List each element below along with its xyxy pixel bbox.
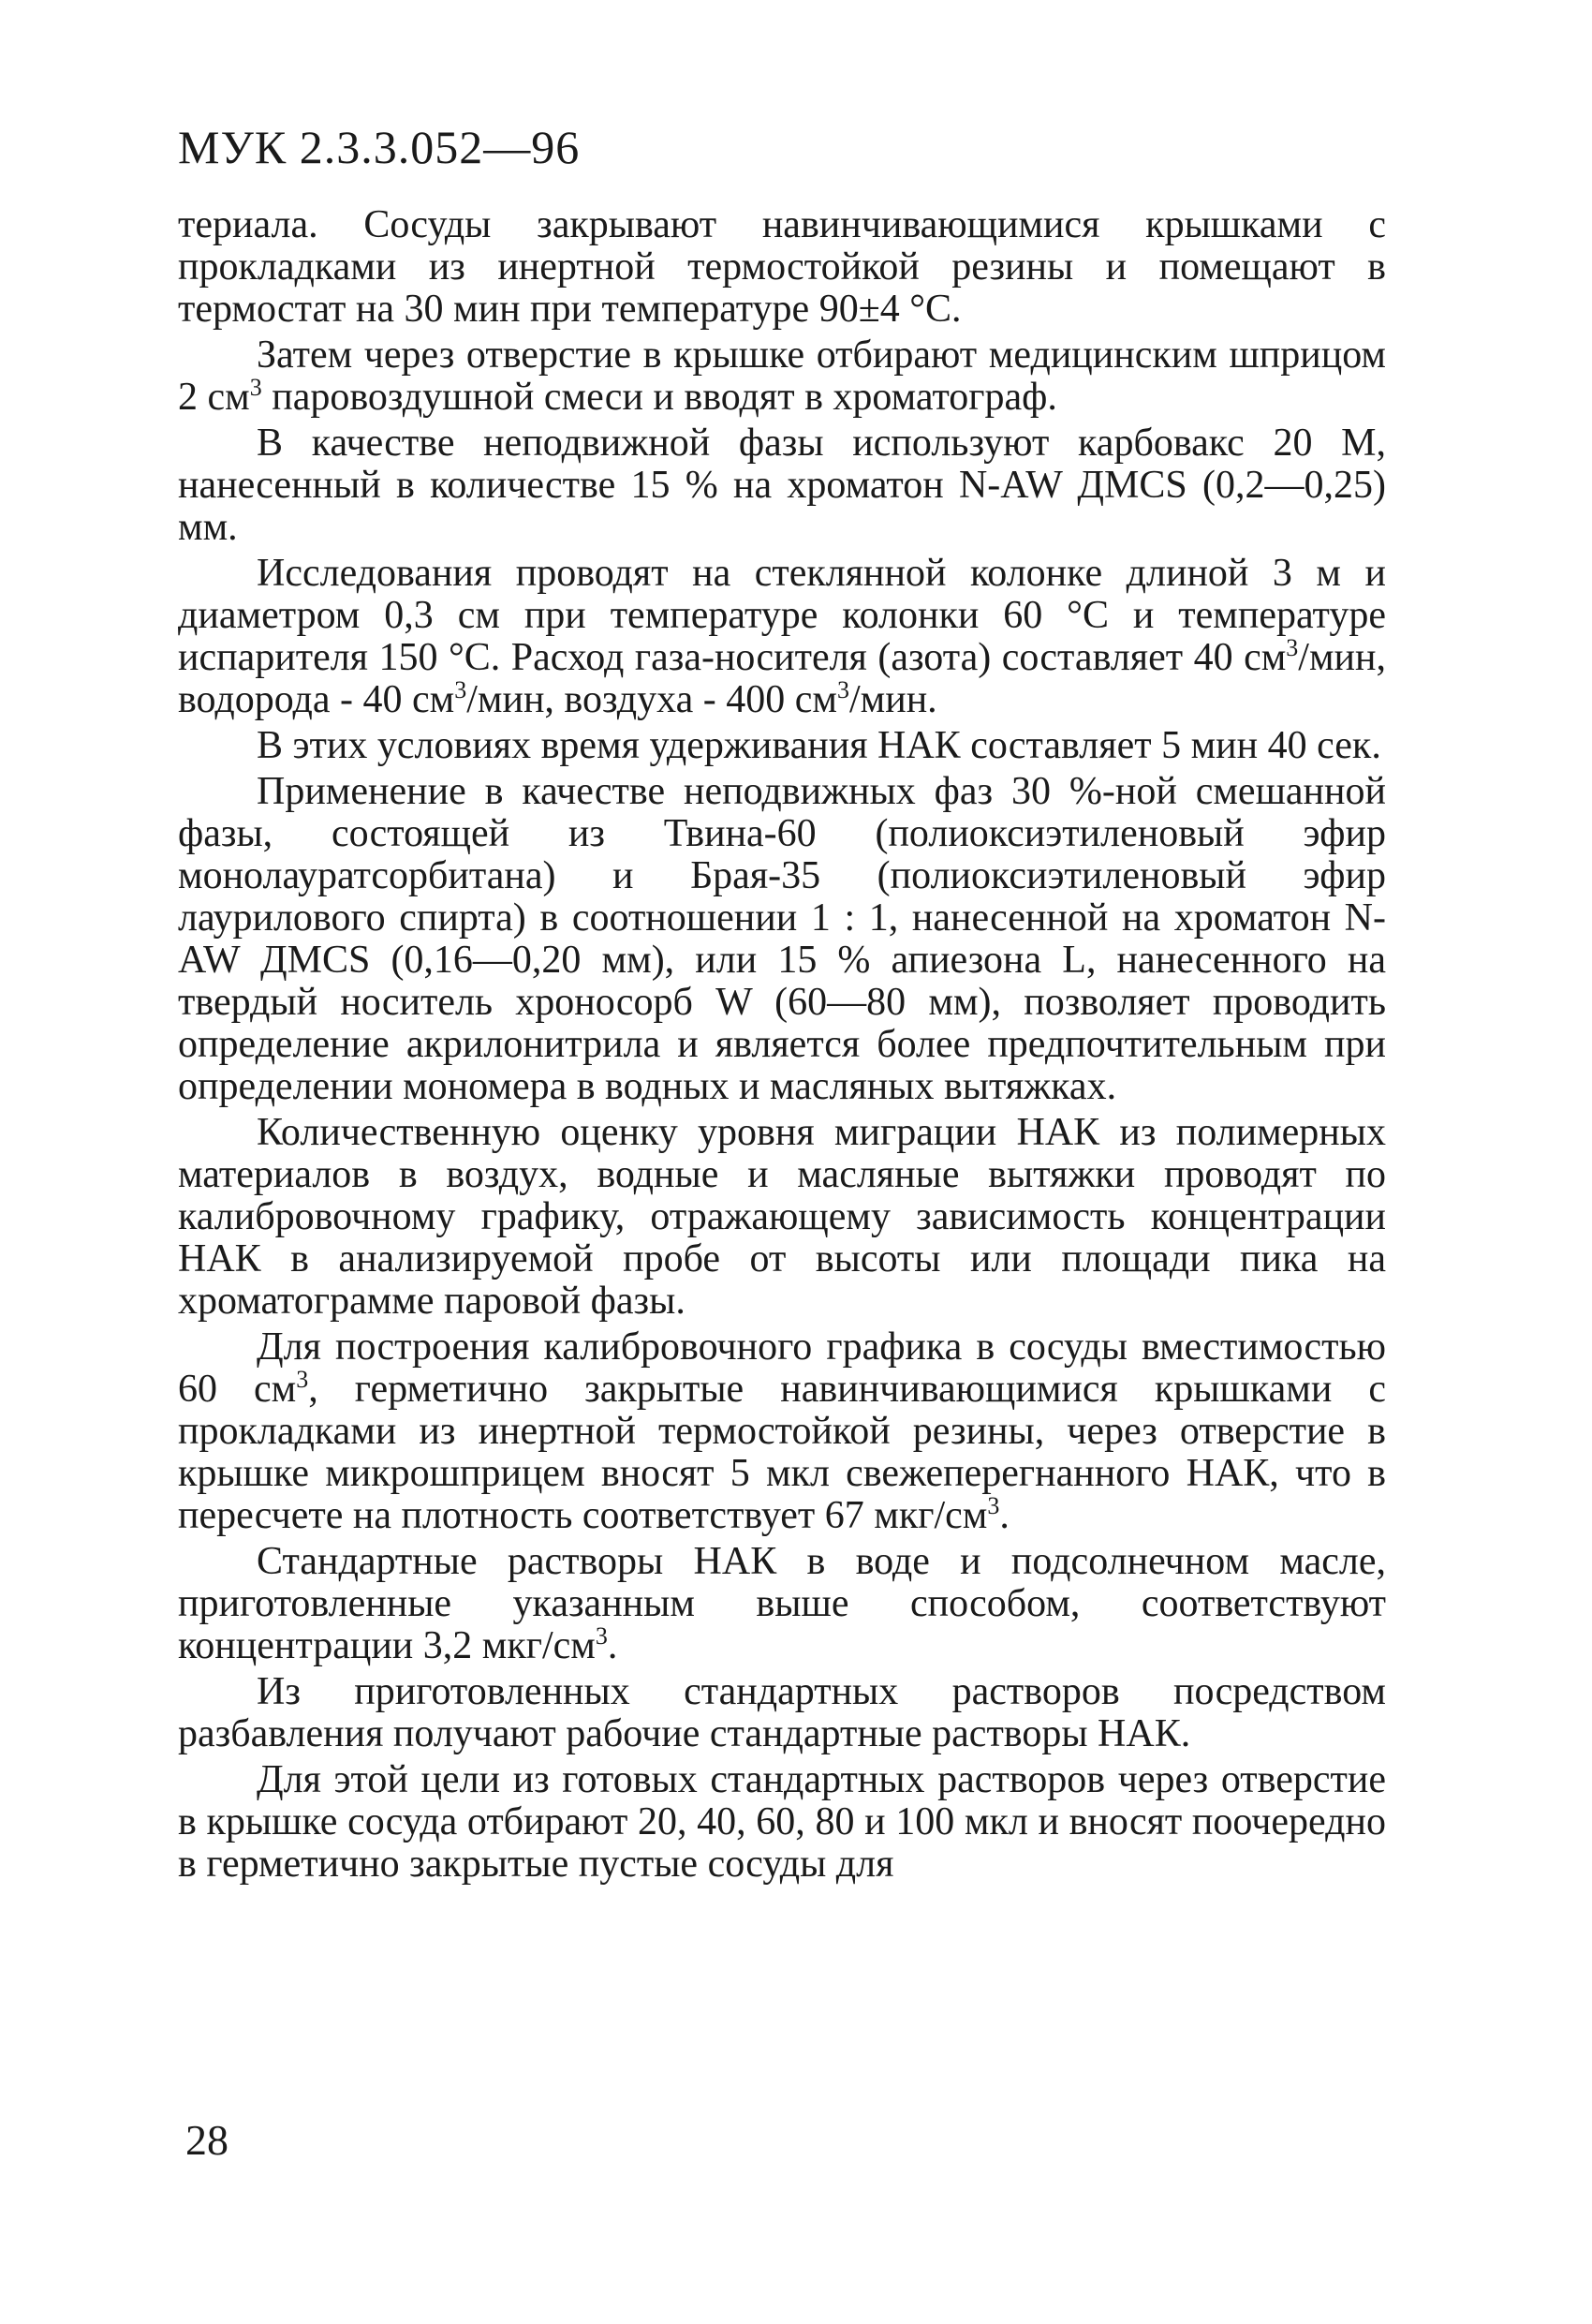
body-paragraph: [178, 725, 1386, 767]
paragraph-text: Применение в качестве неподвижных фаз 30 %-ной смешанной фазы, состоящей из Твина-60 (полиоксиэтиленовый эфир монолауратсорбитана) и Брая-35 (полиоксиэтиленовый эфир лаурилового спирта) в соотношении 1 : 1, нанесенной на хроматон N-AW ДМCS (0,16—0,20 мм), или 15 % апиезона L, нанесенного на твердый носитель хроносорб W (60—80 мм), позволяет проводить определение акрилонитрила и является более предпочтительным при определении мономера в водных и масляных вытяжках.: [178, 770, 1386, 1108]
body-paragraph: [178, 1541, 1386, 1667]
superscript: 3: [296, 1366, 309, 1393]
paragraph-text: Стандартные растворы НАК в воде и подсолнечном масле, приготовленные указанным выше способом, соответствуют концентрации 3,2 мкг/см: [178, 1540, 1386, 1667]
superscript: 3: [454, 676, 467, 703]
paragraph-text: Исследования проводят на стеклянной колонке длиной 3 м и диаметром 0,3 см при температуре колонки 60 °С и температуре испарителя 150 °С. Расход газа-носителя (азота) составляет 40 см: [178, 552, 1386, 679]
body-paragraph: [178, 334, 1386, 419]
paragraph-text: В этих условиях время удерживания НАК составляет 5 мин 40 сек.: [257, 724, 1381, 767]
page-number: 28: [185, 2116, 228, 2164]
superscript: 3: [249, 374, 262, 401]
paragraph-text: Из приготовленных стандартных растворов посредством разбавления получают рабочие стандартные растворы НАК.: [178, 1670, 1386, 1755]
paragraph-text: Количественную оценку уровня миграции НАК из полимерных материалов в воздух, водные и масляные вытяжки проводят по калибровочному графику, отражающему зависимость концентрации НАК в анализируемой пробе от высоты или площади пика на хроматограмме паровой фазы.: [178, 1111, 1386, 1323]
body-paragraph: [178, 1112, 1386, 1323]
body-paragraph: [178, 1759, 1386, 1886]
paragraph-text: Для этой цели из готовых стандартных растворов через отверстие в крышке сосуда отбирают 20, 40, 60, 80 и 100 мкл и вносят поочередно в герметично закрытые пустые сосуды для: [178, 1758, 1386, 1886]
paragraph-text: .: [607, 1624, 618, 1667]
paragraph-text: териала. Сосуды закрывают навинчивающимися крышками с прокладками из инертной термостойкой резины и помещают в термостат на 30 мин при температуре 90±4 °С.: [178, 203, 1386, 331]
paragraph-text: /мин, водорода - 40 см: [178, 636, 1386, 721]
paragraph-text: паровоздушной смеси и вводят в хроматограф.: [261, 376, 1057, 419]
document-body: [178, 204, 1386, 1889]
superscript: 3: [836, 676, 849, 703]
paragraph-text: .: [999, 1494, 1010, 1537]
document-code-header: МУК 2.3.3.052—96: [178, 121, 581, 173]
body-paragraph: [178, 422, 1386, 549]
paragraph-text: Затем через отверстие в крышке отбирают медицинским шприцом 2 см: [178, 333, 1386, 419]
body-paragraph: [178, 553, 1386, 721]
body-paragraph: [178, 204, 1386, 331]
body-paragraph: [178, 1326, 1386, 1537]
paragraph-text: /мин.: [848, 678, 937, 721]
superscript: 3: [987, 1492, 1000, 1519]
superscript: 3: [595, 1622, 608, 1650]
paragraph-text: В качестве неподвижной фазы используют карбовакс 20 М, нанесенный в количестве 15 % на хроматон N-AW ДМCS (0,2—0,25) мм.: [178, 422, 1386, 549]
paragraph-text: , герметично закрытые навинчивающимися крышками с прокладками из инертной термостойкой резины, через отверстие в крышке микрошприцем вносят 5 мкл свежеперегнанного НАК, что в пересчете на плотность соответствует 67 мкг/см: [178, 1368, 1386, 1537]
superscript: 3: [1286, 634, 1299, 661]
paragraph-text: Для построения калибровочного графика в сосуды вместимостью 60 см: [178, 1325, 1386, 1411]
paragraph-text: /мин, воздуха - 400 см: [466, 678, 837, 721]
body-paragraph: [178, 1671, 1386, 1755]
body-paragraph: [178, 771, 1386, 1108]
